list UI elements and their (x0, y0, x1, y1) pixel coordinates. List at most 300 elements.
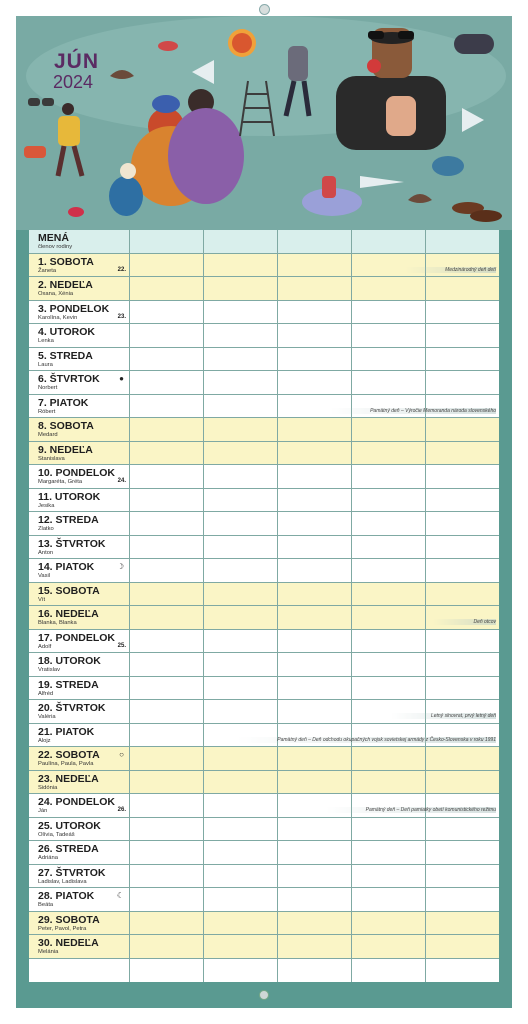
day-cell (29, 700, 130, 723)
entry-cell[interactable] (204, 559, 278, 582)
entry-cell[interactable] (352, 747, 426, 770)
day-cell (29, 747, 130, 770)
entry-cell[interactable] (352, 865, 426, 888)
entry-cell[interactable] (426, 724, 499, 747)
entry-cell[interactable] (130, 489, 204, 512)
day-row (29, 724, 499, 748)
entry-cell[interactable] (130, 724, 204, 747)
nameday-names: Norbert (38, 385, 58, 391)
day-cell (29, 583, 130, 606)
entry-cell[interactable] (204, 512, 278, 535)
entry-cell[interactable] (352, 512, 426, 535)
day-label: 27. ŠTVRTOK (38, 866, 106, 879)
entry-cell[interactable] (130, 818, 204, 841)
entry-cell[interactable] (130, 465, 204, 488)
entry-cell[interactable] (204, 959, 278, 983)
day-label: 8. SOBOTA (38, 420, 94, 432)
day-row (29, 442, 499, 466)
day-label: 13. ŠTVRTOK (38, 537, 106, 550)
day-cell (29, 935, 130, 958)
entry-cell[interactable] (204, 841, 278, 864)
entry-cell[interactable] (352, 818, 426, 841)
entry-cell[interactable] (426, 653, 499, 676)
planner-table (29, 230, 499, 982)
entry-cell[interactable] (352, 324, 426, 347)
entry-cell[interactable] (204, 418, 278, 441)
header-name-cell (29, 230, 130, 253)
entry-cell[interactable] (352, 348, 426, 371)
entry-cell[interactable] (130, 865, 204, 888)
entry-cell[interactable] (130, 700, 204, 723)
day-row (29, 583, 499, 607)
nameday-names: Jesika (38, 502, 55, 509)
entry-cell[interactable] (204, 536, 278, 559)
nameday-names: Ladislav, Ladislava (38, 878, 87, 885)
nameday-names: Beáta (38, 902, 54, 908)
entry-cell[interactable] (204, 630, 278, 653)
day-row (29, 700, 499, 724)
entry-cell[interactable] (426, 747, 499, 770)
illustration (16, 16, 512, 230)
day-row (29, 630, 499, 654)
entry-cell[interactable] (204, 442, 278, 465)
entry-cell[interactable] (352, 465, 426, 488)
day-row (29, 301, 499, 325)
entry-cell[interactable] (352, 630, 426, 653)
entry-cell[interactable] (352, 935, 426, 958)
empty-row (29, 959, 499, 983)
empty-cell (29, 959, 130, 983)
day-cell (29, 653, 130, 676)
entry-cell[interactable] (426, 959, 499, 983)
entry-cell[interactable] (352, 959, 426, 983)
day-cell (29, 841, 130, 864)
day-row (29, 489, 499, 513)
day-cell (29, 606, 130, 629)
entry-cell[interactable] (204, 865, 278, 888)
day-row (29, 371, 499, 395)
entry-cell[interactable] (278, 888, 352, 911)
entry-cell[interactable] (204, 301, 278, 324)
entry-cell[interactable] (426, 442, 499, 465)
bottom-hole (259, 990, 269, 1000)
day-cell (29, 418, 130, 441)
entry-cell[interactable] (426, 395, 499, 418)
entry-cell[interactable] (130, 442, 204, 465)
day-row (29, 653, 499, 677)
entry-cell[interactable] (130, 888, 204, 911)
entry-cell[interactable] (426, 888, 499, 911)
day-cell (29, 559, 130, 582)
holiday-note: Pamätný deň – Výročie Memoranda národa slovenského (330, 408, 496, 414)
entry-cell[interactable] (278, 818, 352, 841)
nameday-names: Adolf (38, 643, 52, 650)
nameday-names: Alfréd (38, 690, 54, 697)
day-cell (29, 724, 130, 747)
day-cell (29, 442, 130, 465)
day-row (29, 794, 499, 818)
entry-cell[interactable] (130, 653, 204, 676)
day-cell (29, 512, 130, 535)
day-row (29, 865, 499, 889)
entry-cell[interactable] (352, 371, 426, 394)
nameday-names: Melánia (38, 949, 59, 955)
day-cell (29, 489, 130, 512)
entry-cell[interactable] (352, 606, 426, 629)
week-number: 23. (117, 313, 126, 320)
day-cell (29, 395, 130, 418)
nameday-names: Adriána (38, 855, 58, 861)
entry-cell[interactable] (426, 371, 499, 394)
entry-cell[interactable] (130, 371, 204, 394)
entry-cell[interactable] (278, 959, 352, 983)
day-cell (29, 912, 130, 935)
entry-cell[interactable] (278, 606, 352, 629)
entry-cell[interactable] (278, 371, 352, 394)
entry-cell[interactable] (426, 512, 499, 535)
moon-phase-icon: ☾ (116, 891, 124, 900)
day-label: 20. ŠTVRTOK (38, 702, 106, 714)
day-cell (29, 324, 130, 347)
entry-cell[interactable] (130, 348, 204, 371)
moon-phase-icon: ☽ (116, 562, 124, 571)
entry-cell[interactable] (352, 700, 426, 723)
day-row (29, 348, 499, 372)
entry-cell[interactable] (352, 559, 426, 582)
day-row (29, 677, 499, 701)
entry-cell[interactable] (278, 747, 352, 770)
week-number: 24. (117, 478, 126, 484)
day-cell (29, 888, 130, 911)
nameday-names: Žaneta (38, 267, 57, 274)
entry-cell[interactable] (352, 418, 426, 441)
month-title: JÚN (54, 50, 100, 73)
entry-cell[interactable] (352, 724, 426, 747)
entry-cell[interactable] (204, 324, 278, 347)
entry-cell[interactable] (278, 677, 352, 700)
member-column[interactable] (204, 230, 278, 253)
day-label: 21. PIATOK (38, 725, 95, 738)
entry-cell[interactable] (426, 912, 499, 935)
day-label: 12. STREDA (38, 514, 99, 526)
nameday-names: Paulína, Paula, Pavla (38, 761, 94, 767)
entry-cell[interactable] (352, 677, 426, 700)
entry-cell[interactable] (426, 301, 499, 324)
entry-cell[interactable] (278, 841, 352, 864)
entry-cell[interactable] (130, 606, 204, 629)
day-row (29, 747, 499, 771)
entry-cell[interactable] (130, 512, 204, 535)
day-cell (29, 465, 130, 488)
entry-cell[interactable] (426, 254, 499, 277)
entry-cell[interactable] (130, 771, 204, 794)
entry-cell[interactable] (278, 771, 352, 794)
nameday-names: Valéria (38, 714, 56, 720)
day-row (29, 771, 499, 795)
entry-cell[interactable] (426, 865, 499, 888)
day-row (29, 935, 499, 959)
entry-cell[interactable] (426, 418, 499, 441)
entry-cell[interactable] (352, 301, 426, 324)
entry-cell[interactable] (426, 794, 499, 817)
nameday-names: Róbert (38, 408, 56, 415)
nameday-names: Vratislav (38, 667, 61, 673)
week-number: 22. (117, 266, 126, 273)
day-label: 4. UTOROK (38, 326, 95, 338)
entry-cell[interactable] (130, 841, 204, 864)
day-cell (29, 536, 130, 559)
day-label: 25. UTOROK (38, 819, 101, 832)
day-label: 29. SOBOTA (38, 913, 100, 926)
entry-cell[interactable] (204, 489, 278, 512)
entry-cell[interactable] (426, 935, 499, 958)
entry-cell[interactable] (204, 794, 278, 817)
day-label: 19. STREDA (38, 678, 99, 691)
day-label: 26. STREDA (38, 843, 99, 855)
entry-cell[interactable] (204, 348, 278, 371)
nameday-names: Blanka, Blanka (38, 620, 77, 626)
nameday-names: Vít (38, 596, 46, 603)
day-cell (29, 348, 130, 371)
entry-cell[interactable] (426, 348, 499, 371)
names-heading: MENÁ (38, 232, 69, 244)
entry-cell[interactable] (278, 512, 352, 535)
day-label: 3. PONDELOK (38, 302, 110, 315)
day-label: 10. PONDELOK (38, 467, 116, 479)
entry-cell[interactable] (204, 818, 278, 841)
entry-cell[interactable] (278, 301, 352, 324)
entry-cell[interactable] (130, 536, 204, 559)
entry-cell[interactable] (426, 606, 499, 629)
day-row (29, 841, 499, 865)
holiday-note: Deň otcov (433, 619, 496, 625)
entry-cell[interactable] (204, 254, 278, 277)
nameday-names: Zlatko (38, 526, 54, 532)
entry-cell[interactable] (130, 935, 204, 958)
day-row (29, 888, 499, 912)
day-cell (29, 794, 130, 817)
nameday-names: Margaréta, Gréta (38, 479, 83, 485)
entry-cell[interactable] (352, 794, 426, 817)
moon-phase-icon: ○ (119, 750, 124, 759)
day-row (29, 324, 499, 348)
entry-cell[interactable] (278, 348, 352, 371)
nameday-names: Peter, Pavol, Petra (38, 925, 87, 932)
entry-cell[interactable] (130, 418, 204, 441)
member-column[interactable] (130, 230, 204, 253)
entry-cell[interactable] (352, 395, 426, 418)
entry-cell[interactable] (130, 277, 204, 300)
entry-cell[interactable] (352, 277, 426, 300)
table-header-row (29, 230, 499, 254)
entry-cell[interactable] (426, 465, 499, 488)
entry-cell[interactable] (426, 771, 499, 794)
nameday-names: Laura (38, 361, 53, 368)
day-cell (29, 371, 130, 394)
entry-cell[interactable] (204, 888, 278, 911)
day-label: 2. NEDEĽA (38, 279, 93, 291)
entry-cell[interactable] (278, 395, 352, 418)
entry-cell[interactable] (204, 583, 278, 606)
day-label: 1. SOBOTA (38, 255, 94, 268)
entry-cell[interactable] (426, 559, 499, 582)
entry-cell[interactable] (426, 630, 499, 653)
member-column[interactable] (278, 230, 352, 253)
entry-cell[interactable] (204, 653, 278, 676)
nameday-names: Stanislava (38, 455, 65, 462)
day-cell (29, 630, 130, 653)
entry-cell[interactable] (278, 724, 352, 747)
entry-cell[interactable] (130, 395, 204, 418)
entry-cell[interactable] (204, 935, 278, 958)
entry-cell[interactable] (426, 583, 499, 606)
nameday-names: Medard (38, 432, 58, 438)
entry-cell[interactable] (130, 959, 204, 983)
day-label: 30. NEDEĽA (38, 937, 99, 949)
nameday-names: Vasil (38, 573, 51, 579)
entry-cell[interactable] (278, 418, 352, 441)
entry-cell[interactable] (278, 935, 352, 958)
entry-cell[interactable] (204, 700, 278, 723)
member-column[interactable] (426, 230, 499, 253)
member-column[interactable] (352, 230, 426, 253)
entry-cell[interactable] (278, 700, 352, 723)
entry-cell[interactable] (278, 324, 352, 347)
entry-cell[interactable] (130, 794, 204, 817)
entry-cell[interactable] (426, 536, 499, 559)
entry-cell[interactable] (130, 747, 204, 770)
entry-cell[interactable] (278, 794, 352, 817)
entry-cell[interactable] (352, 841, 426, 864)
entry-cell[interactable] (204, 747, 278, 770)
entry-cell[interactable] (204, 395, 278, 418)
nameday-names: Sidónia (38, 784, 58, 791)
entry-cell[interactable] (426, 677, 499, 700)
entry-cell[interactable] (278, 489, 352, 512)
entry-cell[interactable] (204, 771, 278, 794)
entry-cell[interactable] (426, 841, 499, 864)
entry-cell[interactable] (352, 771, 426, 794)
entry-cell[interactable] (352, 254, 426, 277)
entry-cell[interactable] (204, 724, 278, 747)
entry-cell[interactable] (352, 583, 426, 606)
entry-cell[interactable] (130, 324, 204, 347)
entry-cell[interactable] (426, 818, 499, 841)
entry-cell[interactable] (426, 324, 499, 347)
year-title: 2024 (53, 72, 94, 92)
day-row (29, 559, 499, 583)
entry-cell[interactable] (278, 583, 352, 606)
entry-cell[interactable] (130, 583, 204, 606)
names-subheading: členov rodiny (38, 244, 73, 250)
nameday-names: Lenka (38, 338, 54, 344)
entry-cell[interactable] (278, 254, 352, 277)
day-row (29, 418, 499, 442)
entry-cell[interactable] (278, 630, 352, 653)
day-label: 7. PIATOK (38, 396, 89, 409)
entry-cell[interactable] (130, 559, 204, 582)
entry-cell[interactable] (278, 465, 352, 488)
illustration-header (16, 16, 512, 230)
holiday-note: Pamätný deň – Deň odchodu okupačných vojsk sovietskej armády z Česko-Slovenska v roku 1991 (237, 737, 496, 743)
entry-cell[interactable] (352, 442, 426, 465)
entry-cell[interactable] (278, 442, 352, 465)
entry-cell[interactable] (352, 912, 426, 935)
day-cell (29, 277, 130, 300)
day-cell (29, 771, 130, 794)
day-row (29, 912, 499, 936)
entry-cell[interactable] (130, 301, 204, 324)
moon-phase-icon: ● (119, 374, 124, 383)
day-cell (29, 677, 130, 700)
day-cell (29, 301, 130, 324)
entry-cell[interactable] (278, 536, 352, 559)
holiday-note: Letný slnovrat, prvý letný deň (391, 713, 496, 719)
entry-cell[interactable] (352, 653, 426, 676)
entry-cell[interactable] (204, 465, 278, 488)
nameday-names: Anton (38, 549, 54, 556)
week-number: 26. (117, 807, 126, 813)
day-row (29, 254, 499, 278)
entry-cell[interactable] (204, 912, 278, 935)
nameday-names: Ján (38, 808, 48, 814)
nameday-names: Karolína, Kevin (38, 314, 78, 321)
day-label: 18. UTOROK (38, 655, 101, 667)
entry-cell[interactable] (204, 677, 278, 700)
hanger-hole (259, 4, 270, 15)
day-row (29, 818, 499, 842)
entry-cell[interactable] (352, 489, 426, 512)
entry-cell[interactable] (278, 559, 352, 582)
entry-cell[interactable] (130, 912, 204, 935)
day-label: 17. PONDELOK (38, 631, 116, 644)
day-label: 15. SOBOTA (38, 584, 100, 597)
entry-cell[interactable] (130, 630, 204, 653)
entry-cell[interactable] (130, 254, 204, 277)
entry-cell[interactable] (278, 865, 352, 888)
entry-cell[interactable] (278, 912, 352, 935)
day-row (29, 465, 499, 489)
day-label: 24. PONDELOK (38, 796, 116, 808)
entry-cell[interactable] (204, 371, 278, 394)
entry-cell[interactable] (130, 677, 204, 700)
entry-cell[interactable] (278, 277, 352, 300)
entry-cell[interactable] (352, 888, 426, 911)
day-row (29, 277, 499, 301)
day-label: 6. ŠTVRTOK (38, 373, 100, 385)
day-label: 22. SOBOTA (38, 749, 100, 761)
day-label: 28. PIATOK (38, 890, 95, 902)
nameday-names: Alojz (38, 737, 51, 744)
entry-cell[interactable] (426, 277, 499, 300)
day-cell (29, 254, 130, 277)
day-label: 5. STREDA (38, 349, 93, 362)
day-row (29, 606, 499, 630)
day-row (29, 395, 499, 419)
entry-cell[interactable] (426, 489, 499, 512)
day-label: 14. PIATOK (38, 561, 95, 573)
entry-cell[interactable] (204, 277, 278, 300)
day-label: 9. NEDEĽA (38, 443, 93, 456)
entry-cell[interactable] (352, 536, 426, 559)
day-cell (29, 818, 130, 841)
day-row (29, 512, 499, 536)
entry-cell[interactable] (204, 606, 278, 629)
entry-cell[interactable] (426, 700, 499, 723)
entry-cell[interactable] (278, 653, 352, 676)
day-label: 23. NEDEĽA (38, 772, 99, 785)
day-label: 16. NEDEĽA (38, 608, 99, 620)
